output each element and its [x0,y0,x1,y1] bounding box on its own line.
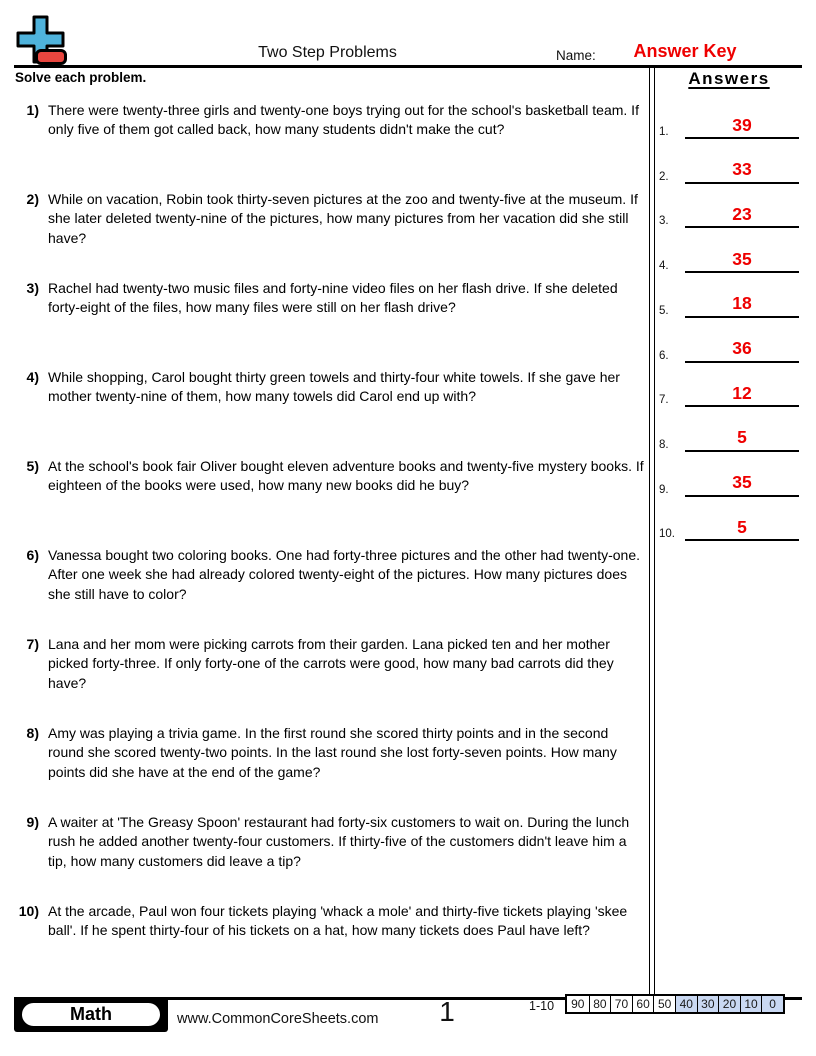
problem-number: 3) [26,280,39,296]
problem-text: There were twenty-three girls and twenty-one boys trying out for the school's basketball team. If only five of them got called back, how many students didn't make the cut? [48,102,639,138]
answer-value: 5 [737,516,747,537]
grade-cell: 60 [632,996,654,1012]
answer-number: 6. [659,349,669,362]
grade-range-label: 1-10 [529,999,555,1013]
instructions: Solve each problem. [15,70,147,85]
problem-number: 8) [26,725,39,741]
problem-item [15,813,647,901]
problem-number: 7) [26,636,39,652]
answers-header: Answers [688,69,770,88]
answer-line [685,516,799,542]
answer-number: 7. [659,394,669,407]
problem-item [15,902,647,990]
answer-number: 3. [659,215,669,228]
problem-text: While shopping, Carol bought thirty green towels and thirty-four white towels. If she gave her mother twenty-nine of them, how many towels did Carol end up with? [48,369,620,405]
grade-cell: 10 [740,996,762,1012]
answer-number: 4. [659,260,669,273]
header-divider [14,65,802,68]
answer-row [659,380,799,407]
answer-line [685,248,799,274]
problem-item [15,279,647,367]
answer-value: 35 [732,472,752,493]
answer-row [659,336,799,363]
problem-text: At the school's book fair Oliver bought eleven adventure books and twenty-five mystery books. If eighteen of the books were used, how many new books did he buy? [48,458,644,494]
answer-number: 1. [659,126,669,138]
grade-cell: 20 [718,996,740,1012]
problem-number: 5) [26,458,39,474]
answer-line [685,382,799,408]
problem-item [15,457,647,545]
problem-text: Vanessa bought two coloring books. One had forty-three pictures and the other had twenty-one. After one week she had already colored twenty-eight of the pictures. How many pictures does she still have to color? [48,547,640,602]
problem-text: Rachel had twenty-two music files and forty-nine video files on her flash drive. If she deleted forty-eight of the files, how many files were still on her flash drive? [48,280,618,316]
problem-text: Lana and her mom were picking carrots from their garden. Lana picked ten and her mother picked forty-three. If only forty-one of the carrots were good, how many bad carrots did they have? [48,636,614,691]
answer-line [685,429,799,452]
problem-text: While on vacation, Robin took thirty-seven pictures at the zoo and twenty-five at the museum. If she later deleted twenty-nine of the pictures, how many pictures from her vacation did she still have? [48,191,638,246]
answer-line [685,295,799,318]
answer-value: 35 [732,248,752,269]
answer-line [685,114,799,140]
grade-cell: 70 [610,996,632,1012]
problem-number: 2) [26,191,39,207]
problem-number: 6) [26,547,39,563]
answer-value: 18 [732,293,752,314]
page-title: Two Step Problems [258,44,397,61]
answer-value: 33 [732,159,752,180]
grade-cell: 80 [589,996,611,1012]
answer-number: 2. [659,170,669,183]
page-number: 1 [439,996,455,1027]
answer-number: 9. [659,483,669,496]
grade-cell: 90 [571,997,585,1011]
answer-value: 5 [737,427,747,448]
grade-cell: 0 [761,996,783,1012]
answer-number: 10. [659,528,675,541]
answers-column-divider [649,67,655,996]
answer-row [659,157,799,184]
answer-line [685,340,799,363]
answer-line [685,474,799,497]
answer-row [659,201,799,228]
answer-line [685,161,799,184]
problem-item [15,368,647,456]
problem-number: 1) [26,102,39,118]
problem-item [15,546,647,634]
answer-row [659,425,799,452]
answer-value: 39 [732,114,752,135]
name-label: Name: [556,48,596,63]
problem-number: 10) [18,903,39,919]
problem-item [15,724,647,812]
problem-item [15,190,647,278]
subject-badge-label: Math [20,1001,162,1028]
grading-table [565,994,785,1014]
subject-badge [14,997,168,1032]
problem-item [15,635,647,723]
answer-row [659,112,799,139]
problem-number: 9) [26,814,39,830]
answer-value: 36 [732,338,752,358]
answer-row [659,291,799,318]
answer-row [659,246,799,273]
answer-line [685,203,799,229]
answer-value: 23 [732,203,752,224]
problem-text: At the arcade, Paul won four tickets playing 'whack a mole' and thirty-five tickets playing 'skee ball'. If he spent thirty-four of his tickets on a hat, how many tickets does Paul have left? [48,903,628,939]
grade-cell: 50 [653,996,675,1012]
answer-row [659,514,799,541]
grade-cell: 40 [675,996,697,1012]
problem-text: Amy was playing a trivia game. In the first round she scored thirty points and in the second round she scored twenty-two points. In the last round she lost forty-seven points. How many points did she have at the end of the game? [48,725,617,780]
answer-row [659,470,799,497]
answer-number: 5. [659,304,669,317]
grade-cell: 30 [697,996,719,1012]
answer-number: 8. [659,438,669,451]
answer-key-text: Answer Key [633,41,737,61]
problem-text: A waiter at 'The Greasy Spoon' restaurant had forty-six customers to wait on. During the lunch rush he added another twenty-four customers. If thirty-five of the customers didn't leave him a tip, how many customers did leave a tip? [48,814,630,869]
problem-number: 4) [26,369,39,385]
website-url: www.CommonCoreSheets.com [177,1011,379,1027]
problem-item [15,101,647,189]
answer-value: 12 [732,382,752,403]
